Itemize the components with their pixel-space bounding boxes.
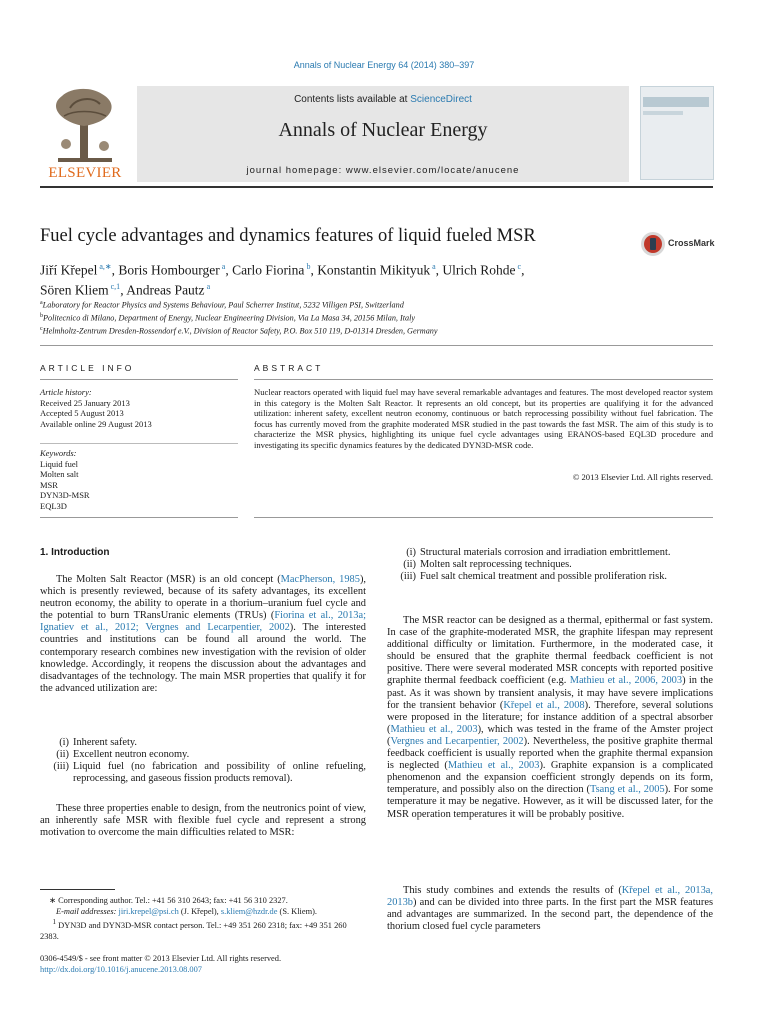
author-list [40, 259, 710, 298]
list-item: (i) Structural materials corrosion and irradiation embrittlement. [406, 547, 671, 558]
divider [40, 379, 238, 380]
citation-link[interactable]: Křepel et al., 2008 [503, 699, 585, 711]
author-name: Jiří Křepel [40, 262, 98, 278]
author-affiliation-marker[interactable]: a [430, 262, 436, 271]
history-label: Article history: [40, 387, 92, 397]
footnotes [40, 895, 366, 943]
publication-info [40, 953, 366, 975]
sciencedirect-link[interactable]: ScienceDirect [410, 94, 472, 105]
list-item: (iii) Liquid fuel (no fabrication and possibility of online refueling, reprocessing, and gaseous fission products removal). [53, 761, 366, 785]
author-affiliation-marker[interactable]: c [515, 262, 522, 271]
divider [40, 443, 238, 444]
properties-list [40, 737, 366, 785]
journal-reference[interactable]: Annals of Nuclear Energy 64 (2014) 380–397 [293, 60, 475, 70]
citation-link[interactable]: MacPherson, 1985 [280, 574, 360, 585]
article-history [40, 387, 238, 429]
abstract-copyright: © 2013 Elsevier Ltd. All rights reserved. [572, 472, 713, 482]
journal-homepage[interactable]: journal homepage: www.elsevier.com/locate/anucene [246, 165, 520, 176]
divider [254, 379, 713, 380]
citation-link[interactable]: Mathieu et al., 2003 [390, 723, 478, 735]
authors-line-1: Jiří Křepel $^{a,∗}$, Boris Hombourger $^a$, Carlo Fiorina $^b$, Konstantin Mikityuk $^a$, Ulrich Rohde $^c$, [40, 262, 525, 278]
author-name: Andreas Pautz [126, 282, 205, 297]
author-name: Ulrich Rohde [442, 262, 516, 278]
affiliation-list [40, 298, 720, 337]
article-info-heading: ARTICLE INFO [40, 363, 135, 373]
keyword: EQL3D [40, 500, 67, 511]
section-heading-introduction: 1. Introduction [40, 547, 110, 558]
list-item: (i) Inherent safety. [59, 737, 137, 748]
issn-line: 0306-4549/$ - see front matter © 2013 Elsevier Ltd. All rights reserved. [40, 954, 282, 963]
article-title: Fuel cycle advantages and dynamics features of liquid fueled MSR [40, 226, 536, 246]
journal-cover-thumbnail[interactable] [640, 86, 714, 180]
citation-link[interactable]: Křepel et al., 2013a, 2013b [387, 885, 713, 909]
keywords [40, 448, 238, 512]
paragraph: This study combines and extends the results of (Křepel et al., 2013a, 2013b) and can be divided into three parts. In the first part the MSR features and advantages are summarized. In the second part, the dependence of the thorium closed fuel cycle parameters [387, 885, 713, 933]
author-name: Konstantin Mikityuk [317, 262, 431, 278]
email-note: E-mail addresses: jiri.krepel@psi.ch (J. Křepel), s.kliem@hzdr.de (S. Kliem). [56, 907, 317, 917]
journal-name: Annals of Nuclear Energy [278, 119, 488, 141]
list-item: (iii) Fuel salt chemical treatment and possible proliferation risk. [400, 571, 667, 583]
author-name: Carlo Fiorina [232, 262, 305, 278]
paragraph: These three properties enable to design, from the neutronics point of view, an inherently safe MSR with flexible fuel cycle and represent a strong motivation to overcome the main difficulties related to MSR: [40, 803, 366, 839]
citation-link[interactable]: Mathieu et al., 2003 [447, 760, 540, 772]
citation-link[interactable]: Fiorina et al., 2013a; Ignatiev et al., 2012; Vergnes and Lecarpentier, 2002 [40, 610, 366, 634]
history-online: Available online 29 August 2013 [40, 418, 152, 429]
doi-link[interactable]: http://dx.doi.org/10.1016/j.anucene.2013.08.007 [40, 965, 202, 975]
corresponding-author-note: ∗ Corresponding author. Tel.: +41 56 310 2643; fax: +41 56 310 2327. [48, 896, 288, 905]
citation-link[interactable]: Vergnes and Lecarpentier, 2002 [390, 735, 524, 747]
email-link[interactable]: s.kliem@hzdr.de [220, 907, 278, 917]
affiliation: $^b$Politecnico di Milano, Department of Energy, Nuclear Engineering Division, Via La Masa 34, 20156 Milan, Italy [40, 313, 416, 323]
history-accepted: Accepted 5 August 2013 [40, 408, 124, 419]
author-affiliation-marker[interactable]: a [204, 281, 211, 291]
author-name: Sören Kliem [40, 282, 109, 297]
footnote-rule [40, 889, 115, 890]
keyword: Liquid fuel [40, 458, 79, 469]
publisher-wordmark: ELSEVIER [48, 165, 122, 181]
divider [40, 345, 713, 346]
paragraph: The MSR reactor can be designed as a thermal, epithermal or fast system. In case of the graphite-moderated MSR, the graphite lifespan may represent additional difficulty or limitation. Furthermore, in the moderated case, it should be ensured that the graphite thermal feedback coefficient is not positive. There were several moderated MSR concepts with reported positive graphite thermal feedback coefficient (e.g. Mathieu et al., 2006, 2003) in the past. As it was shown by transient analysis, it may have severe implications for the transient behavior (Křepel et al., 2008). Therefore, several solutions were proposed in the literature; for instance addition of a spectral absorber (Mathieu et al., 2003), which was tested in the frame of the Amster project (Vergnes and Lecarpentier, 2002). Nevertheless, the positive graphite thermal feedback coefficient is usually reported when the graphite thermal expansion is neglected (Mathieu et al., 2003). Graphite expansion is a complicated phenomenon and the expansion coefficient strongly depends on its form, temperature, and possibly also on the direction (Tsang et al., 2005). For some temperature it may be negative. However, as it will be discussed later, for the MSR operation temperatures it will be probably positive. [387, 615, 714, 820]
crossmark-label[interactable]: CrossMark [668, 238, 715, 248]
list-item: (ii) Molten salt reprocessing techniques. [403, 559, 572, 571]
author-affiliation-marker[interactable]: a,∗ [97, 262, 112, 271]
keywords-label: Keywords: [40, 448, 77, 458]
history-received: Received 25 January 2013 [40, 397, 130, 408]
divider [254, 517, 713, 518]
footnote-1: $^1$ DYN3D and DYN3D-MSR contact person. Tel.: +49 351 260 2318; fax: +49 351 260 2383. [40, 918, 347, 942]
paragraph: The Molten Salt Reactor (MSR) is an old concept (MacPherson, 1985), which is presently reviewed, because of its safety advantages, its excellent neutron economy, the ability to operate in a thorium–uranium fuel cycle and the potential to burn TRansUranic elements (TRUs) (Fiorina et al., 2013a; Ignatiev et al., 2012; Vergnes and Lecarpentier, 2002). The interested countries and institutions can be found all around the world. The contemporary research combines new investigation with the revision of older knowledge. Accordingly, it reopens the discussion about the advantages and disadvantages of the technology. The main MSR properties that qualify it for the advanced utilization are: [40, 574, 366, 694]
citation-link[interactable]: Mathieu et al., 2006, 2003 [569, 675, 683, 687]
email-link[interactable]: jiri.krepel@psi.ch [118, 907, 179, 917]
author-name: Boris Hombourger [118, 262, 220, 278]
citation-link[interactable]: Tsang et al., 2005 [589, 784, 665, 796]
author-affiliation-marker[interactable]: c,1 [108, 281, 121, 291]
difficulties-list [387, 547, 713, 583]
abstract-text: Nuclear reactors operated with liquid fuel may have several remarkable advantages and features. The most developed reactor system in this category is the Molten Salt Reactor. It represents an old concept, but its properties are qualifying it for the advanced utilization: inherent safety, excellent neutron economy, continuous or batch reprocessing possibility without fuel fabrication. The focus has currently moved from the graphite moderated MSR studied in the past towards the fast MSR. The aim of this study is to characterize the MSR physics, highlighting its unique fuel cycle advantages using ERANOS-based EQL3D procedure and investigating its specific dynamics features by the dedicated DYN3D-MSR code. [254, 387, 713, 450]
abstract-heading: ABSTRACT [254, 363, 324, 373]
affiliation: $^c$Helmholtz-Zentrum Dresden-Rossendorf e.V., Division of Reactor Safety, P.O. Box 510 119, D-01314 Dresden, Germany [40, 326, 438, 337]
keyword: DYN3D-MSR [40, 490, 90, 501]
header-rule [40, 186, 713, 188]
list-item: (ii) Excellent neutron economy. [56, 749, 190, 761]
author-affiliation-marker[interactable]: b [304, 262, 311, 271]
divider [40, 517, 238, 518]
keyword: MSR [40, 479, 58, 490]
keyword: Molten salt [40, 469, 79, 480]
crossmark-icon [640, 231, 666, 257]
affiliation: $^a$Laboratory for Reactor Physics and Systems Behaviour, Paul Scherrer Institut, 5232 Villigen PSI, Switzerland [40, 300, 404, 310]
author-affiliation-marker[interactable]: a [219, 262, 226, 271]
contents-line: Contents lists available at ScienceDirect [294, 94, 472, 105]
authors-line-2: Sören Kliem $^{c,1}$, Andreas Pautz $^a$ [40, 281, 211, 297]
